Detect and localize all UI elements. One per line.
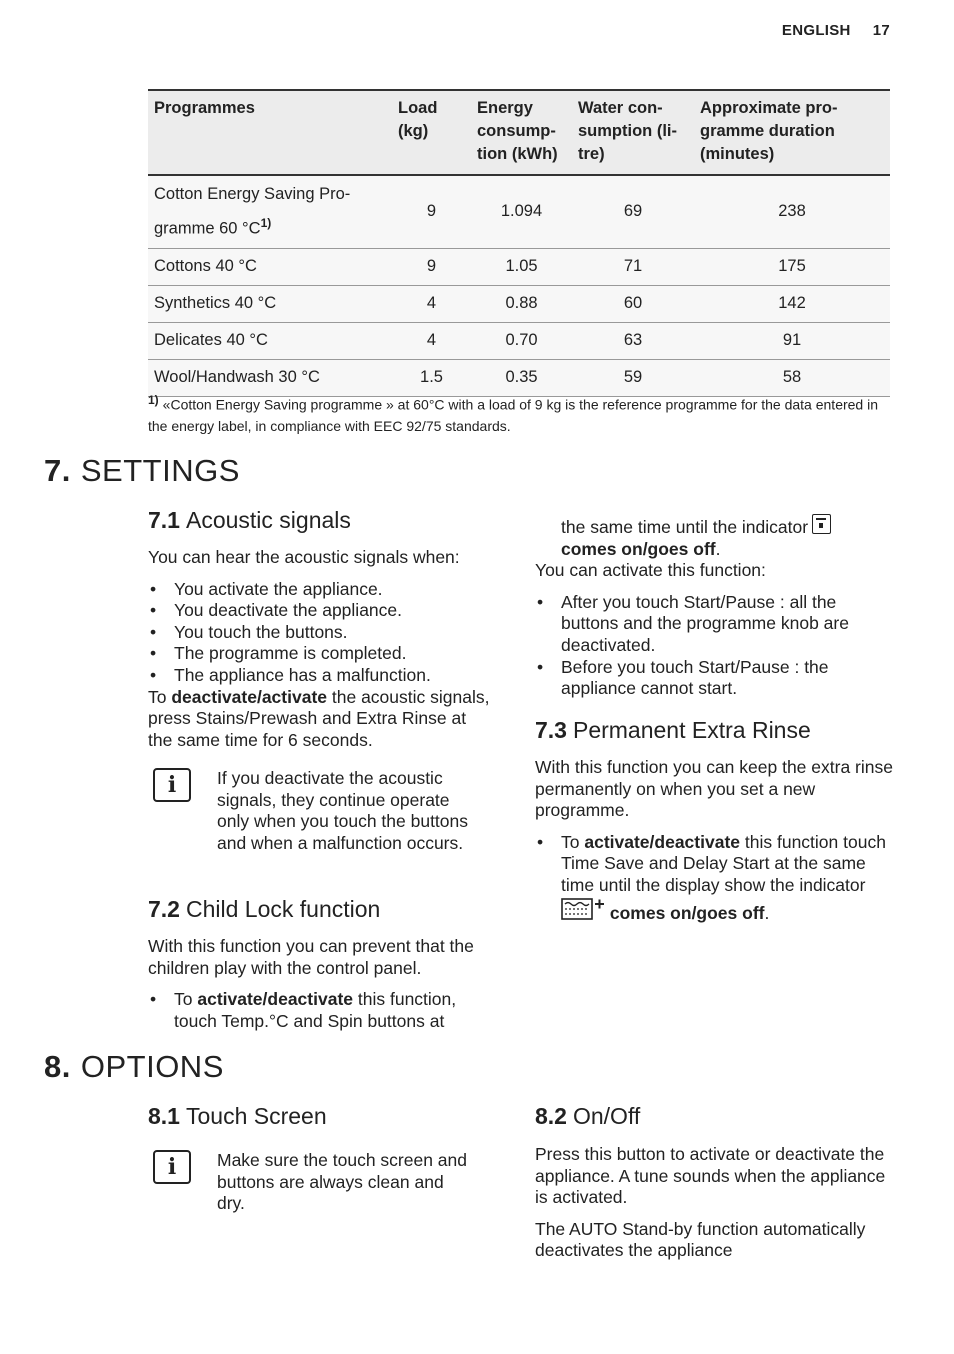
extra-rinse-list <box>535 832 895 924</box>
subsection-number: 8.2 <box>535 1103 567 1129</box>
programme-name: Cotton Energy Saving Pro-gramme 60 °C <box>154 185 351 238</box>
cell-programme: Cottons 40 °C <box>148 248 392 285</box>
cell-duration: 58 <box>694 359 890 396</box>
col-header-load: Load (kg) <box>392 90 471 175</box>
list-item: • You touch the buttons. <box>148 622 493 644</box>
section-heading-settings <box>44 453 240 489</box>
footnote-ref: 1) <box>260 216 272 230</box>
subsection-heading-on-off <box>535 1103 640 1130</box>
cell-energy: 1.05 <box>471 248 572 285</box>
cell-load: 4 <box>392 322 471 359</box>
page-header <box>760 22 890 39</box>
subsection-heading-touch-screen <box>148 1103 327 1130</box>
list-item: • You activate the appliance. <box>148 579 493 601</box>
extra-rinse-icon <box>561 897 605 921</box>
info-text: If you deactivate the acoustic signals, they continue operate only when you touch the buttons and when a malfunction occurs. <box>217 768 469 853</box>
text: this function, touch Temp.°C and Spin buttons at <box>174 989 457 1031</box>
cell-programme: Delicates 40 °C <box>148 322 392 359</box>
child-lock-intro2: You can activate this function: <box>535 560 766 581</box>
acoustic-intro: You can hear the acoustic signals when: <box>148 547 460 567</box>
child-lock-list <box>148 989 493 1032</box>
list-item: • After you touch Start/Pause : all the buttons and the programme knob are deactivated. <box>535 592 895 657</box>
child-lock-list2 <box>535 592 895 700</box>
col-header-water: Water con-sumption (li-tre) <box>572 90 694 175</box>
cell-water: 69 <box>572 175 694 248</box>
footnote-text: «Cotton Energy Saving programme » at 60°C with a load of 9 kg is the reference programme for the data entered in the energy label, in compliance with EEC 92/75 standards. <box>148 396 878 434</box>
cell-programme: Wool/Handwash 30 °C <box>148 359 392 396</box>
text: To <box>148 686 172 707</box>
table-footnote <box>148 390 890 437</box>
col-header-energy: Energy consump-tion (kWh) <box>471 90 572 175</box>
subsection-title: Child Lock function <box>185 896 381 922</box>
cell-water: 60 <box>572 285 694 322</box>
cell-load: 1.5 <box>392 359 471 396</box>
extra-rinse-body <box>535 757 895 924</box>
subsection-title: Acoustic signals <box>185 507 351 533</box>
cell-duration: 142 <box>694 285 890 322</box>
section-number: 7. <box>44 453 71 488</box>
section-title: OPTIONS <box>80 1049 224 1084</box>
subsection-title: Touch Screen <box>185 1103 327 1129</box>
cell-load: 4 <box>392 285 471 322</box>
cell-load: 9 <box>392 248 471 285</box>
cell-duration: 91 <box>694 322 890 359</box>
child-lock-intro: With this function you can prevent that the children play with the control panel. <box>148 936 474 978</box>
cell-programme <box>148 175 392 248</box>
child-lock-icon <box>812 514 831 534</box>
bold-text: comes on/goes off <box>609 902 765 923</box>
acoustic-list <box>148 579 493 687</box>
info-icon: i <box>153 768 191 802</box>
list-item: • The programme is completed. <box>148 643 493 665</box>
subsection-number: 8.1 <box>148 1103 180 1129</box>
table-row <box>148 175 890 248</box>
text: . <box>715 538 721 559</box>
text: To <box>174 989 198 1010</box>
page-number: 17 <box>872 22 890 39</box>
cell-water: 71 <box>572 248 694 285</box>
col-header-programmes: Programmes <box>148 90 392 175</box>
subsection-heading-extra-rinse <box>535 717 811 744</box>
child-lock-body <box>148 936 493 1032</box>
cell-duration: 175 <box>694 248 890 285</box>
cell-energy: 0.88 <box>471 285 572 322</box>
table-row <box>148 322 890 359</box>
child-lock-continued-text <box>535 514 895 560</box>
table-row <box>148 248 890 285</box>
section-number: 8. <box>44 1049 71 1084</box>
bold-text: activate/deactivate <box>197 989 354 1010</box>
language-label: ENGLISH <box>781 22 851 39</box>
text: the acoustic signals, press Stains/Prewash and Extra Rinse at the same time for 6 seconds. <box>148 686 490 750</box>
col-header-duration: Approximate pro-gramme duration (minutes) <box>694 90 890 175</box>
acoustic-info-note <box>153 768 473 854</box>
text: To <box>561 831 585 852</box>
list-item <box>148 989 493 1032</box>
table-row <box>148 285 890 322</box>
info-icon: i <box>153 1150 191 1184</box>
cell-energy: 0.70 <box>471 322 572 359</box>
list-item: • You deactivate the appliance. <box>148 600 493 622</box>
subsection-title: On/Off <box>572 1103 641 1129</box>
list-item <box>535 832 895 924</box>
list-item: • Before you touch Start/Pause : the appliance cannot start. <box>535 657 895 700</box>
info-text: Make sure the touch screen and buttons are always clean and dry. <box>217 1150 468 1214</box>
acoustic-instruction <box>148 687 493 752</box>
subsection-number: 7.3 <box>535 717 567 743</box>
section-title: SETTINGS <box>80 453 240 488</box>
bold-text: comes on/goes off <box>561 538 716 559</box>
subsection-title: Permanent Extra Rinse <box>572 717 811 743</box>
on-off-paragraph-1: Press this button to activate or deactivate the appliance. A tune sounds when the appliance is activated. <box>535 1144 886 1208</box>
list-item: • The appliance has a malfunction. <box>148 665 493 687</box>
subsection-number: 7.1 <box>148 507 180 533</box>
cell-energy: 0.35 <box>471 359 572 396</box>
extra-rinse-intro: With this function you can keep the extra rinse permanently on when you set a new programme. <box>535 757 893 821</box>
footnote-marker: 1) <box>148 393 159 407</box>
text: this function touch Time Save and Delay Start at the same time until the display show the indicator <box>561 831 886 895</box>
touch-screen-info-note <box>153 1150 473 1215</box>
cell-programme: Synthetics 40 °C <box>148 285 392 322</box>
subsection-number: 7.2 <box>148 896 180 922</box>
bold-text: deactivate/activate <box>171 686 328 707</box>
text: . <box>764 902 770 923</box>
cell-water: 59 <box>572 359 694 396</box>
acoustic-body <box>148 547 493 761</box>
text: the same time until the indicator <box>561 517 809 537</box>
cell-water: 63 <box>572 322 694 359</box>
cell-load: 9 <box>392 175 471 248</box>
table-header-row <box>148 90 890 175</box>
section-heading-options <box>44 1049 224 1085</box>
subsection-heading-acoustic <box>148 507 351 534</box>
child-lock-continued <box>535 514 895 700</box>
cell-duration: 238 <box>694 175 890 248</box>
cell-energy: 1.094 <box>471 175 572 248</box>
subsection-heading-child-lock <box>148 896 380 923</box>
programme-table <box>148 89 890 397</box>
bold-text: activate/deactivate <box>584 831 741 852</box>
on-off-paragraph-2: The AUTO Stand-by function automatically deactivates the appliance <box>535 1218 866 1261</box>
on-off-body <box>535 1144 895 1272</box>
